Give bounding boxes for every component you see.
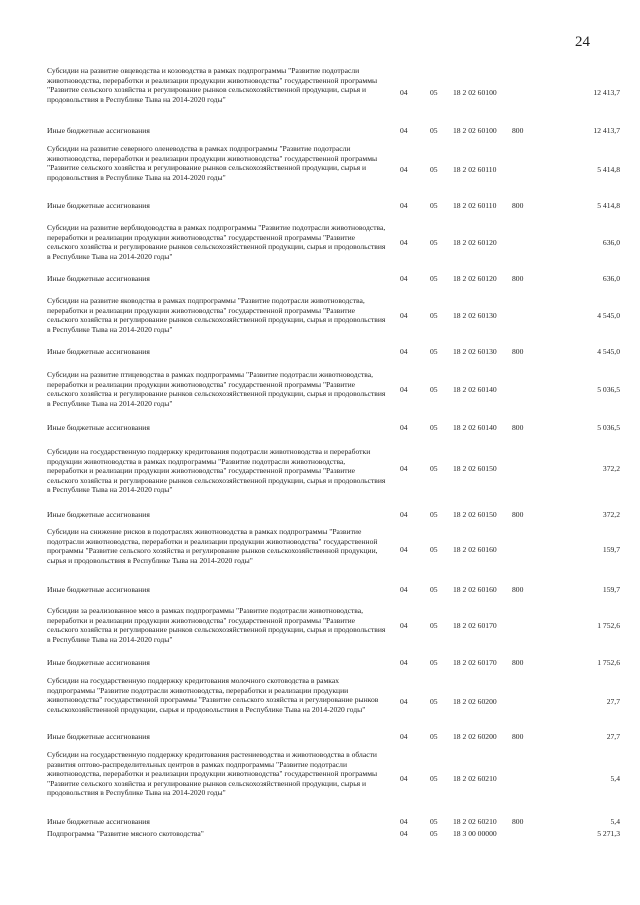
row-section: 04 (400, 817, 408, 826)
row-expense-type: 800 (512, 585, 524, 594)
row-amount: 5 036,5 (597, 423, 620, 432)
row-subsection: 05 (430, 347, 438, 356)
row-subsection: 05 (430, 732, 438, 741)
row-amount: 5,4 (610, 817, 620, 826)
row-name: Иные бюджетные ассигнования (47, 423, 150, 432)
row-name: Субсидии на государственную поддержку кредитования молочного скотоводства в рамках подпрограммы "Развитие подотрасли животноводства, переработки и реализации продукции животноводства" государственной программы "Развитие сельского хозяйства и регулирование рынков сельскохозяйственной продукции, сырья и продовольствия в Республике Тыва на 2014-2020 годы" (47, 676, 379, 714)
row-subsection: 05 (430, 464, 438, 473)
row-amount: 372,2 (602, 510, 620, 519)
row-subsection: 05 (430, 423, 438, 432)
row-amount: 5 036,5 (597, 385, 620, 394)
row-amount: 27,7 (606, 697, 620, 706)
row-expense-type: 800 (512, 423, 524, 432)
row-amount: 5 271,3 (597, 829, 620, 838)
row-subsection: 05 (430, 817, 438, 826)
row-section: 04 (400, 385, 408, 394)
row-amount: 27,7 (606, 732, 620, 741)
row-subsection: 05 (430, 510, 438, 519)
row-section: 04 (400, 201, 408, 210)
row-amount: 636,0 (602, 238, 620, 247)
row-name: Подпрограмма "Развитие мясного скотоводства" (47, 829, 204, 838)
row-target-article: 18 2 02 60150 (453, 464, 497, 473)
row-target-article: 18 2 02 60110 (453, 201, 497, 210)
row-section: 04 (400, 585, 408, 594)
row-target-article: 18 2 02 60210 (453, 817, 497, 826)
row-section: 04 (400, 165, 408, 174)
row-name: Субсидии за реализованное мясо в рамках подпрограммы "Развитие подотрасли животноводства, переработки и реализации продукции животноводства" государственной программы "Развитие сельского хозяйства и регулирование рынков сельскохозяйственной продукции, сырья и продовольствия в Республике Тыва на 2014-2020 годы" (47, 606, 386, 644)
row-section: 04 (400, 238, 408, 247)
page-number: 24 (575, 34, 590, 50)
row-target-article: 18 2 02 60200 (453, 697, 497, 706)
row-section: 04 (400, 510, 408, 519)
row-name: Иные бюджетные ассигнования (47, 585, 150, 594)
row-expense-type: 800 (512, 126, 524, 135)
row-section: 04 (400, 311, 408, 320)
row-subsection: 05 (430, 829, 438, 838)
row-section: 04 (400, 621, 408, 630)
row-subsection: 05 (430, 697, 438, 706)
row-expense-type: 800 (512, 732, 524, 741)
row-subsection: 05 (430, 621, 438, 630)
row-amount: 5,4 (610, 774, 620, 783)
row-subsection: 05 (430, 238, 438, 247)
row-section: 04 (400, 697, 408, 706)
row-target-article: 18 2 02 60160 (453, 585, 497, 594)
row-subsection: 05 (430, 126, 438, 135)
row-subsection: 05 (430, 585, 438, 594)
row-subsection: 05 (430, 88, 438, 97)
row-amount: 159,7 (602, 545, 620, 554)
row-target-article: 18 2 02 60120 (453, 274, 497, 283)
row-name: Иные бюджетные ассигнования (47, 126, 150, 135)
row-amount: 4 545,0 (597, 311, 620, 320)
row-amount: 12 413,7 (593, 126, 620, 135)
row-amount: 5 414,8 (597, 165, 620, 174)
row-target-article: 18 2 02 60170 (453, 658, 497, 667)
row-subsection: 05 (430, 385, 438, 394)
row-name: Иные бюджетные ассигнования (47, 347, 150, 356)
row-name: Иные бюджетные ассигнования (47, 817, 150, 826)
row-expense-type: 800 (512, 510, 524, 519)
row-target-article: 18 2 02 60120 (453, 238, 497, 247)
row-section: 04 (400, 423, 408, 432)
row-expense-type: 800 (512, 658, 524, 667)
row-amount: 12 413,7 (593, 88, 620, 97)
row-subsection: 05 (430, 774, 438, 783)
row-target-article: 18 2 02 60100 (453, 126, 497, 135)
row-section: 04 (400, 732, 408, 741)
row-subsection: 05 (430, 274, 438, 283)
row-target-article: 18 2 02 60150 (453, 510, 497, 519)
row-target-article: 18 2 02 60140 (453, 423, 497, 432)
row-section: 04 (400, 88, 408, 97)
row-section: 04 (400, 126, 408, 135)
row-name: Субсидии на развитие птицеводства в рамках подпрограммы "Развитие подотрасли животноводства, переработки и реализации продукции животноводства" государственной программы "Развитие сельского хозяйства и регулирование рынков сельскохозяйственной продукции, сырья и продовольствия в Республике Тыва на 2014-2020 годы" (47, 370, 386, 408)
row-name: Иные бюджетные ассигнования (47, 732, 150, 741)
row-section: 04 (400, 658, 408, 667)
row-name: Субсидии на государственную поддержку кредитования растениеводства и животноводства в области развития оптово-распределительных центров в рамках подпрограммы "Развитие подотрасли животноводства, переработки и реализации продукции животноводства" государственной программы "Развитие сельского хозяйства и регулирование рынков сельскохозяйственной продукции, сырья и продовольствия в Республике Тыва на 2014-2020 годы" (47, 750, 378, 798)
row-expense-type: 800 (512, 817, 524, 826)
row-target-article: 18 2 02 60110 (453, 165, 497, 174)
row-amount: 1 752,6 (597, 658, 620, 667)
row-section: 04 (400, 545, 408, 554)
row-name: Субсидии на государственную поддержку кредитования подотрасли животноводства и переработки продукции животноводства в рамках подпрограммы "Развитие подотрасли животноводства, переработки и реализации продукции животноводства" государственной программы "Развитие сельского хозяйства и регулирование рынков сельскохозяйственной продукции, сырья и продовольствия в Республике Тыва на 2014-2020 годы" (47, 447, 386, 495)
row-section: 04 (400, 829, 408, 838)
row-amount: 4 545,0 (597, 347, 620, 356)
row-name: Субсидии на снижение рисков в подотраслях животноводства в рамках подпрограммы "Развитие подотрасли животноводства, переработки и реализации продукции животноводства" государственной программы "Развитие сельского хозяйства и регулирование рынков сельскохозяйственной продукции, сырья и продовольствия в Республике Тыва на 2014-2020 годы" (47, 527, 378, 565)
row-target-article: 18 3 00 00000 (453, 829, 497, 838)
row-name: Субсидии на развитие яководства в рамках подпрограммы "Развитие подотрасли животноводства, переработки и реализации продукции животноводства" государственной программы "Развитие сельского хозяйства и регулирование рынков сельскохозяйственной продукции, сырья и продовольствия в Республике Тыва на 2014-2020 годы" (47, 296, 386, 334)
row-name: Иные бюджетные ассигнования (47, 510, 150, 519)
row-expense-type: 800 (512, 347, 524, 356)
row-subsection: 05 (430, 311, 438, 320)
row-name: Субсидии на развитие северного оленеводства в рамках подпрограммы "Развитие подотрасли животноводства, переработки и реализации продукции животноводства" государственной программы "Развитие сельского хозяйства и регулирование рынков сельскохозяйственной продукции, сырья и продовольствия в Республике Тыва на 2014-2020 годы" (47, 144, 378, 182)
row-amount: 372,2 (602, 464, 620, 473)
row-target-article: 18 2 02 60130 (453, 347, 497, 356)
row-name: Иные бюджетные ассигнования (47, 274, 150, 283)
row-subsection: 05 (430, 658, 438, 667)
row-target-article: 18 2 02 60170 (453, 621, 497, 630)
row-amount: 159,7 (602, 585, 620, 594)
row-name: Субсидии на развитие овцеводства и козоводства в рамках подпрограммы "Развитие подотрасли животноводства, переработки и реализации продукции животноводства" государственной программы "Развитие сельского хозяйства и регулирование рынков сельскохозяйственной продукции, сырья и продовольствия в Республике Тыва на 2014-2020 годы" (47, 66, 378, 104)
row-expense-type: 800 (512, 201, 524, 210)
row-name: Субсидии на развитие верблюдоводства в рамках подпрограммы "Развитие подотрасли животноводства, переработки и реализации продукции животноводства" государственной программы "Развитие сельского хозяйства и регулирование рынков сельскохозяйственной продукции, сырья и продовольствия в Республике Тыва на 2014-2020 годы" (47, 223, 386, 261)
row-target-article: 18 2 02 60100 (453, 88, 497, 97)
row-subsection: 05 (430, 545, 438, 554)
row-expense-type: 800 (512, 274, 524, 283)
row-target-article: 18 2 02 60200 (453, 732, 497, 741)
row-section: 04 (400, 464, 408, 473)
row-name: Иные бюджетные ассигнования (47, 658, 150, 667)
row-amount: 636,0 (602, 274, 620, 283)
row-name: Иные бюджетные ассигнования (47, 201, 150, 210)
row-target-article: 18 2 02 60130 (453, 311, 497, 320)
row-amount: 5 414,8 (597, 201, 620, 210)
row-target-article: 18 2 02 60210 (453, 774, 497, 783)
row-amount: 1 752,6 (597, 621, 620, 630)
row-target-article: 18 2 02 60160 (453, 545, 497, 554)
row-section: 04 (400, 774, 408, 783)
row-section: 04 (400, 347, 408, 356)
row-target-article: 18 2 02 60140 (453, 385, 497, 394)
row-section: 04 (400, 274, 408, 283)
row-subsection: 05 (430, 165, 438, 174)
row-subsection: 05 (430, 201, 438, 210)
